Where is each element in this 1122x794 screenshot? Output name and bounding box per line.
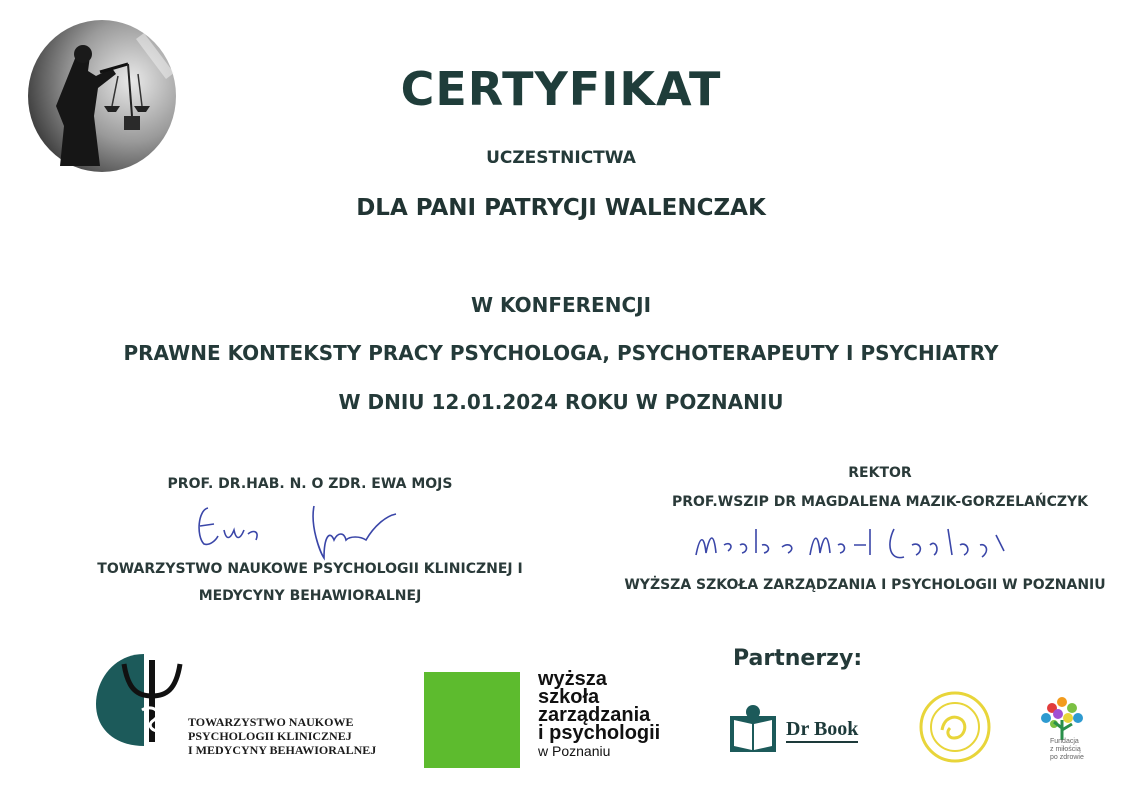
tnpk-logo-line2: PSYCHOLOGII KLINICZNEJ [188, 729, 352, 743]
dr-book-icon [726, 702, 780, 761]
certificate-title: CERTYFIKAT [400, 62, 722, 116]
conference-intro: W KONFERENCJI [470, 293, 652, 317]
wszip-line5: w Poznaniu [538, 743, 611, 759]
recipient-name: DLA PANI PATRYCJI WALENCZAK [356, 195, 766, 221]
tnpk-logo-text [188, 715, 376, 757]
partners-heading: Partnerzy: [733, 646, 863, 671]
tree-caption-line3: po zdrowie [1050, 754, 1084, 761]
tree-caption-line2: z miłością [1050, 746, 1081, 753]
right-signatory-role: REKTOR [848, 465, 912, 481]
left-signatory-name: PROF. DR.HAB. N. O ZDR. EWA MOJS [167, 476, 453, 492]
tree-logo-caption [1050, 738, 1084, 762]
wszip-line3: zarządzania [538, 704, 651, 726]
wszip-logo-text [538, 670, 660, 760]
wszip-line1: wyższa [538, 668, 607, 690]
right-signature [690, 515, 1020, 580]
tnpk-logo-line3: I MEDYCYNY BEHAWIORALNEJ [188, 743, 377, 757]
akademia-ring-logo [918, 690, 992, 769]
conference-date: W DNIU 12.01.2024 ROKU W POZNANIU [338, 390, 784, 414]
wszip-line4: i psychologii [538, 722, 661, 744]
certificate-subtitle: UCZESTNICTWA [486, 148, 636, 168]
right-signatory-name: PROF.WSZIP DR MAGDALENA MAZIK-GORZELAŃCZYK [671, 494, 1089, 510]
left-org-line1: TOWARZYSTWO NAUKOWE PSYCHOLOGII KLINICZNEJ I [97, 561, 523, 577]
right-org: WYŻSZA SZKOŁA ZARZĄDZANIA I PSYCHOLOGII W POZNANIU [624, 577, 1106, 593]
wszip-line2: szkoła [538, 686, 600, 708]
left-org-line2: MEDYCYNY BEHAWIORALNEJ [198, 588, 422, 604]
wszip-green-square [424, 672, 520, 768]
conference-topic: PRAWNE KONTEKSTY PRACY PSYCHOLOGA, PSYCHOTERAPEUTY I PSYCHIATRY [123, 341, 999, 365]
tree-caption-line1: Fundacja [1050, 738, 1079, 745]
dr-book-label: Dr Book [786, 718, 858, 743]
tnpk-logo-line1: TOWARZYSTWO NAUKOWE [188, 715, 354, 729]
left-signature [190, 496, 420, 571]
